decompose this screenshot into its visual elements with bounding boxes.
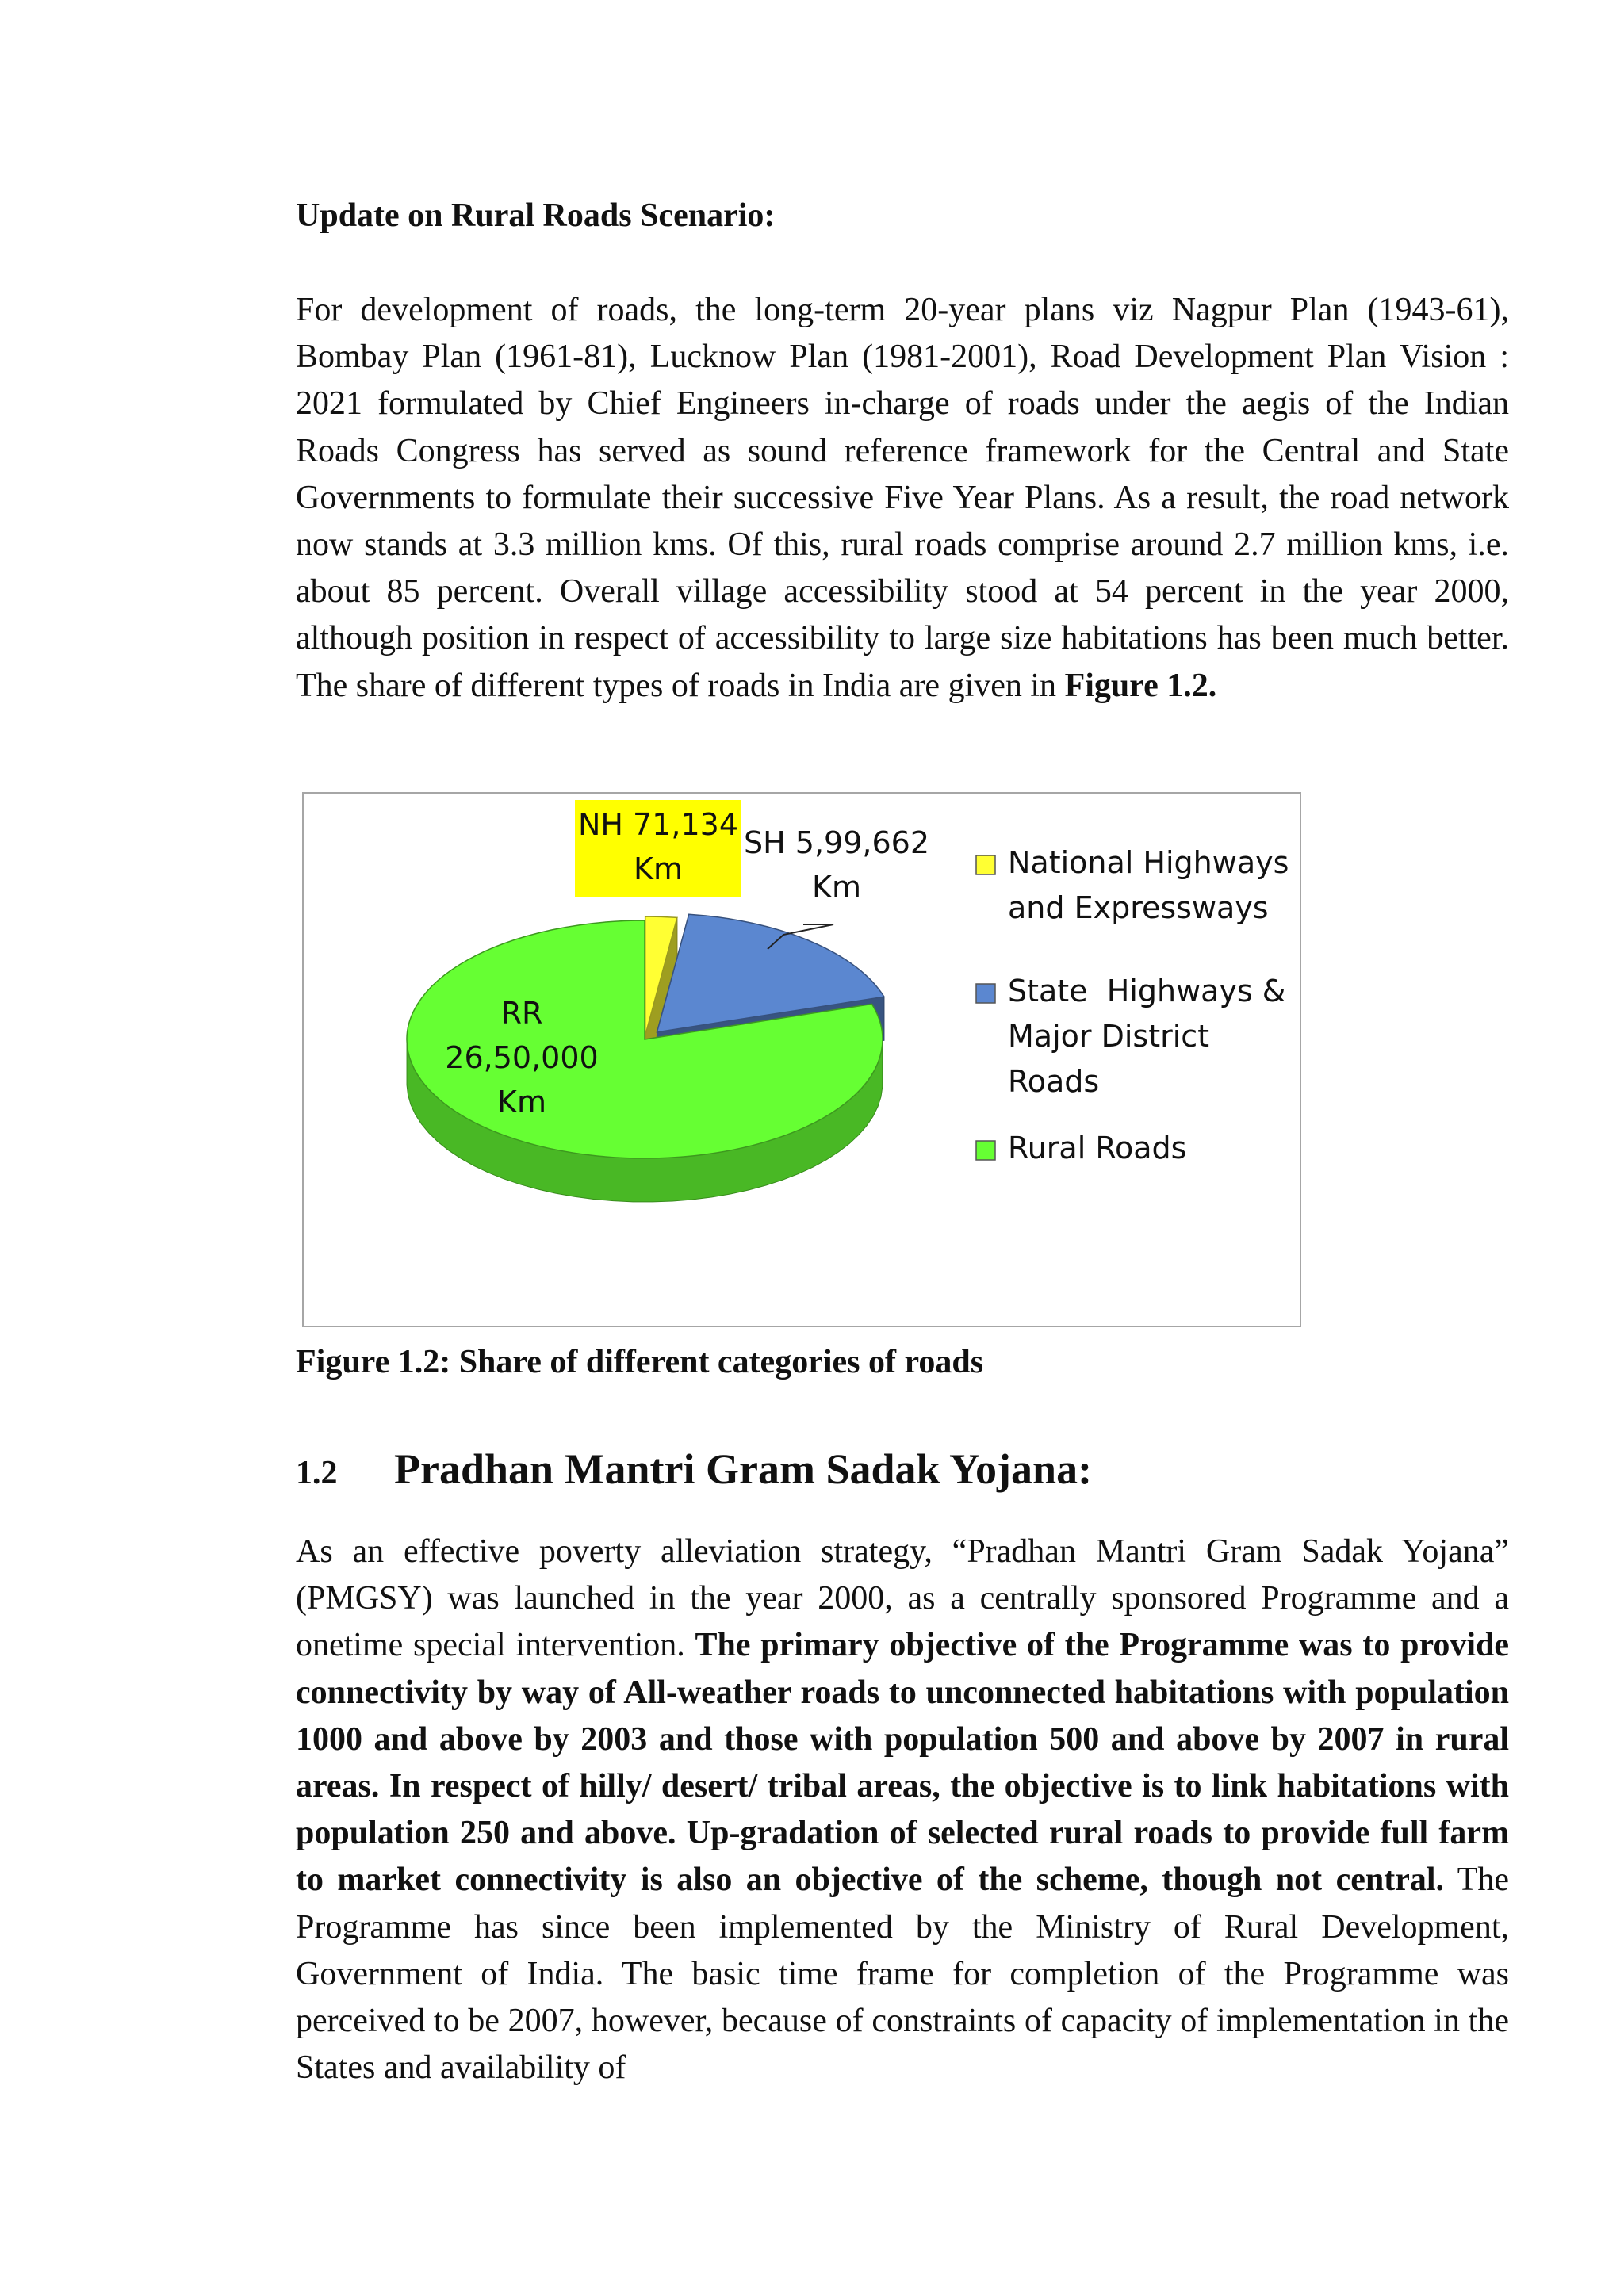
svg-text:Km: Km bbox=[812, 870, 861, 905]
legend-label: and Expressways bbox=[1008, 890, 1269, 925]
section-name: Pradhan Mantri Gram Sadak Yojana: bbox=[394, 1445, 1093, 1493]
nh-data-label bbox=[575, 800, 741, 897]
figure-caption: Figure 1.2: Share of different categories of roads bbox=[296, 1344, 984, 1380]
svg-text:Km: Km bbox=[497, 1085, 546, 1119]
legend-rr bbox=[976, 1131, 1186, 1165]
legend-swatch bbox=[976, 1141, 995, 1160]
pie-chart bbox=[304, 794, 1303, 1329]
paragraph-text-continued: The Programme has since been implemented by the Ministry of Rural Development, Government of India. The basic time frame for completion of the Programme was perceived to be 2007, however, because of constraints of capacity of implementation in the States and availability of bbox=[296, 1862, 1510, 2087]
svg-text:SH 5,99,662: SH 5,99,662 bbox=[744, 825, 929, 860]
svg-text:RR: RR bbox=[500, 996, 543, 1031]
section-heading: Update on Rural Roads Scenario: bbox=[296, 197, 776, 234]
svg-text:Km: Km bbox=[634, 851, 683, 886]
svg-text:NH 71,134: NH 71,134 bbox=[577, 807, 739, 842]
legend-label: Major District bbox=[1008, 1019, 1210, 1054]
legend-sh bbox=[976, 974, 1285, 1099]
paragraph-rural-roads bbox=[296, 287, 1509, 710]
legend-swatch bbox=[976, 855, 995, 874]
paragraph-text: As an effective poverty alleviation strategy, “Pradhan Mantri Gram Sadak Yojana” (PMGSY) was launched in the year 2000, as a centrally sponsored Programme and a onetime special intervention. bbox=[296, 1533, 1509, 1664]
legend-nh bbox=[976, 845, 1289, 925]
legend-label: Rural Roads bbox=[1008, 1131, 1187, 1165]
paragraph-bold-objective: The primary objective of the Programme was to provide connectivity by way of All-weather roads to unconnected habitations with population 1000 and above by 2003 and those with population 500 and above by 2007 in rural areas. In respect of hilly/ desert/ tribal areas, the objective is to link habitations with population 250 and above. Up-gradation of selected rural roads to provide full farm to market connectivity is also an objective of the scheme, though not central. bbox=[296, 1627, 1509, 1899]
figure-reference: Figure 1.2. bbox=[1064, 667, 1217, 704]
section-number: 1.2 bbox=[296, 1455, 338, 1491]
svg-text:26,50,000: 26,50,000 bbox=[445, 1040, 599, 1075]
figure-road-share bbox=[302, 792, 1301, 1327]
legend-label: State Highways & bbox=[1008, 974, 1286, 1008]
legend-swatch bbox=[976, 984, 995, 1003]
paragraph-text: For development of roads, the long-term 20-year plans viz Nagpur Plan (1943-61), Bombay Plan (1961-81), Lucknow Plan (1981-2001), Road Development Plan Vision : 2021 formulated by Chief Engineers in-charge of roads under the aegis of the Indian Roads Congress has served as sound reference framework for the Central and State Governments to formulate their successive Five Year Plans. As a result, the road network now stands at 3.3 million kms. Of this, rural roads comprise around 2.7 million kms, i.e. about 85 percent. Overall village accessibility stood at 54 percent in the year 2000, although position in respect of accessibility to large size habitations has been much better. The share of different types of roads in India are given in bbox=[296, 292, 1509, 704]
legend-label: National Highways bbox=[1008, 845, 1289, 880]
legend-label: Roads bbox=[1008, 1064, 1100, 1099]
paragraph-pmgsy bbox=[296, 1529, 1509, 2091]
section-title bbox=[296, 1445, 1092, 1494]
